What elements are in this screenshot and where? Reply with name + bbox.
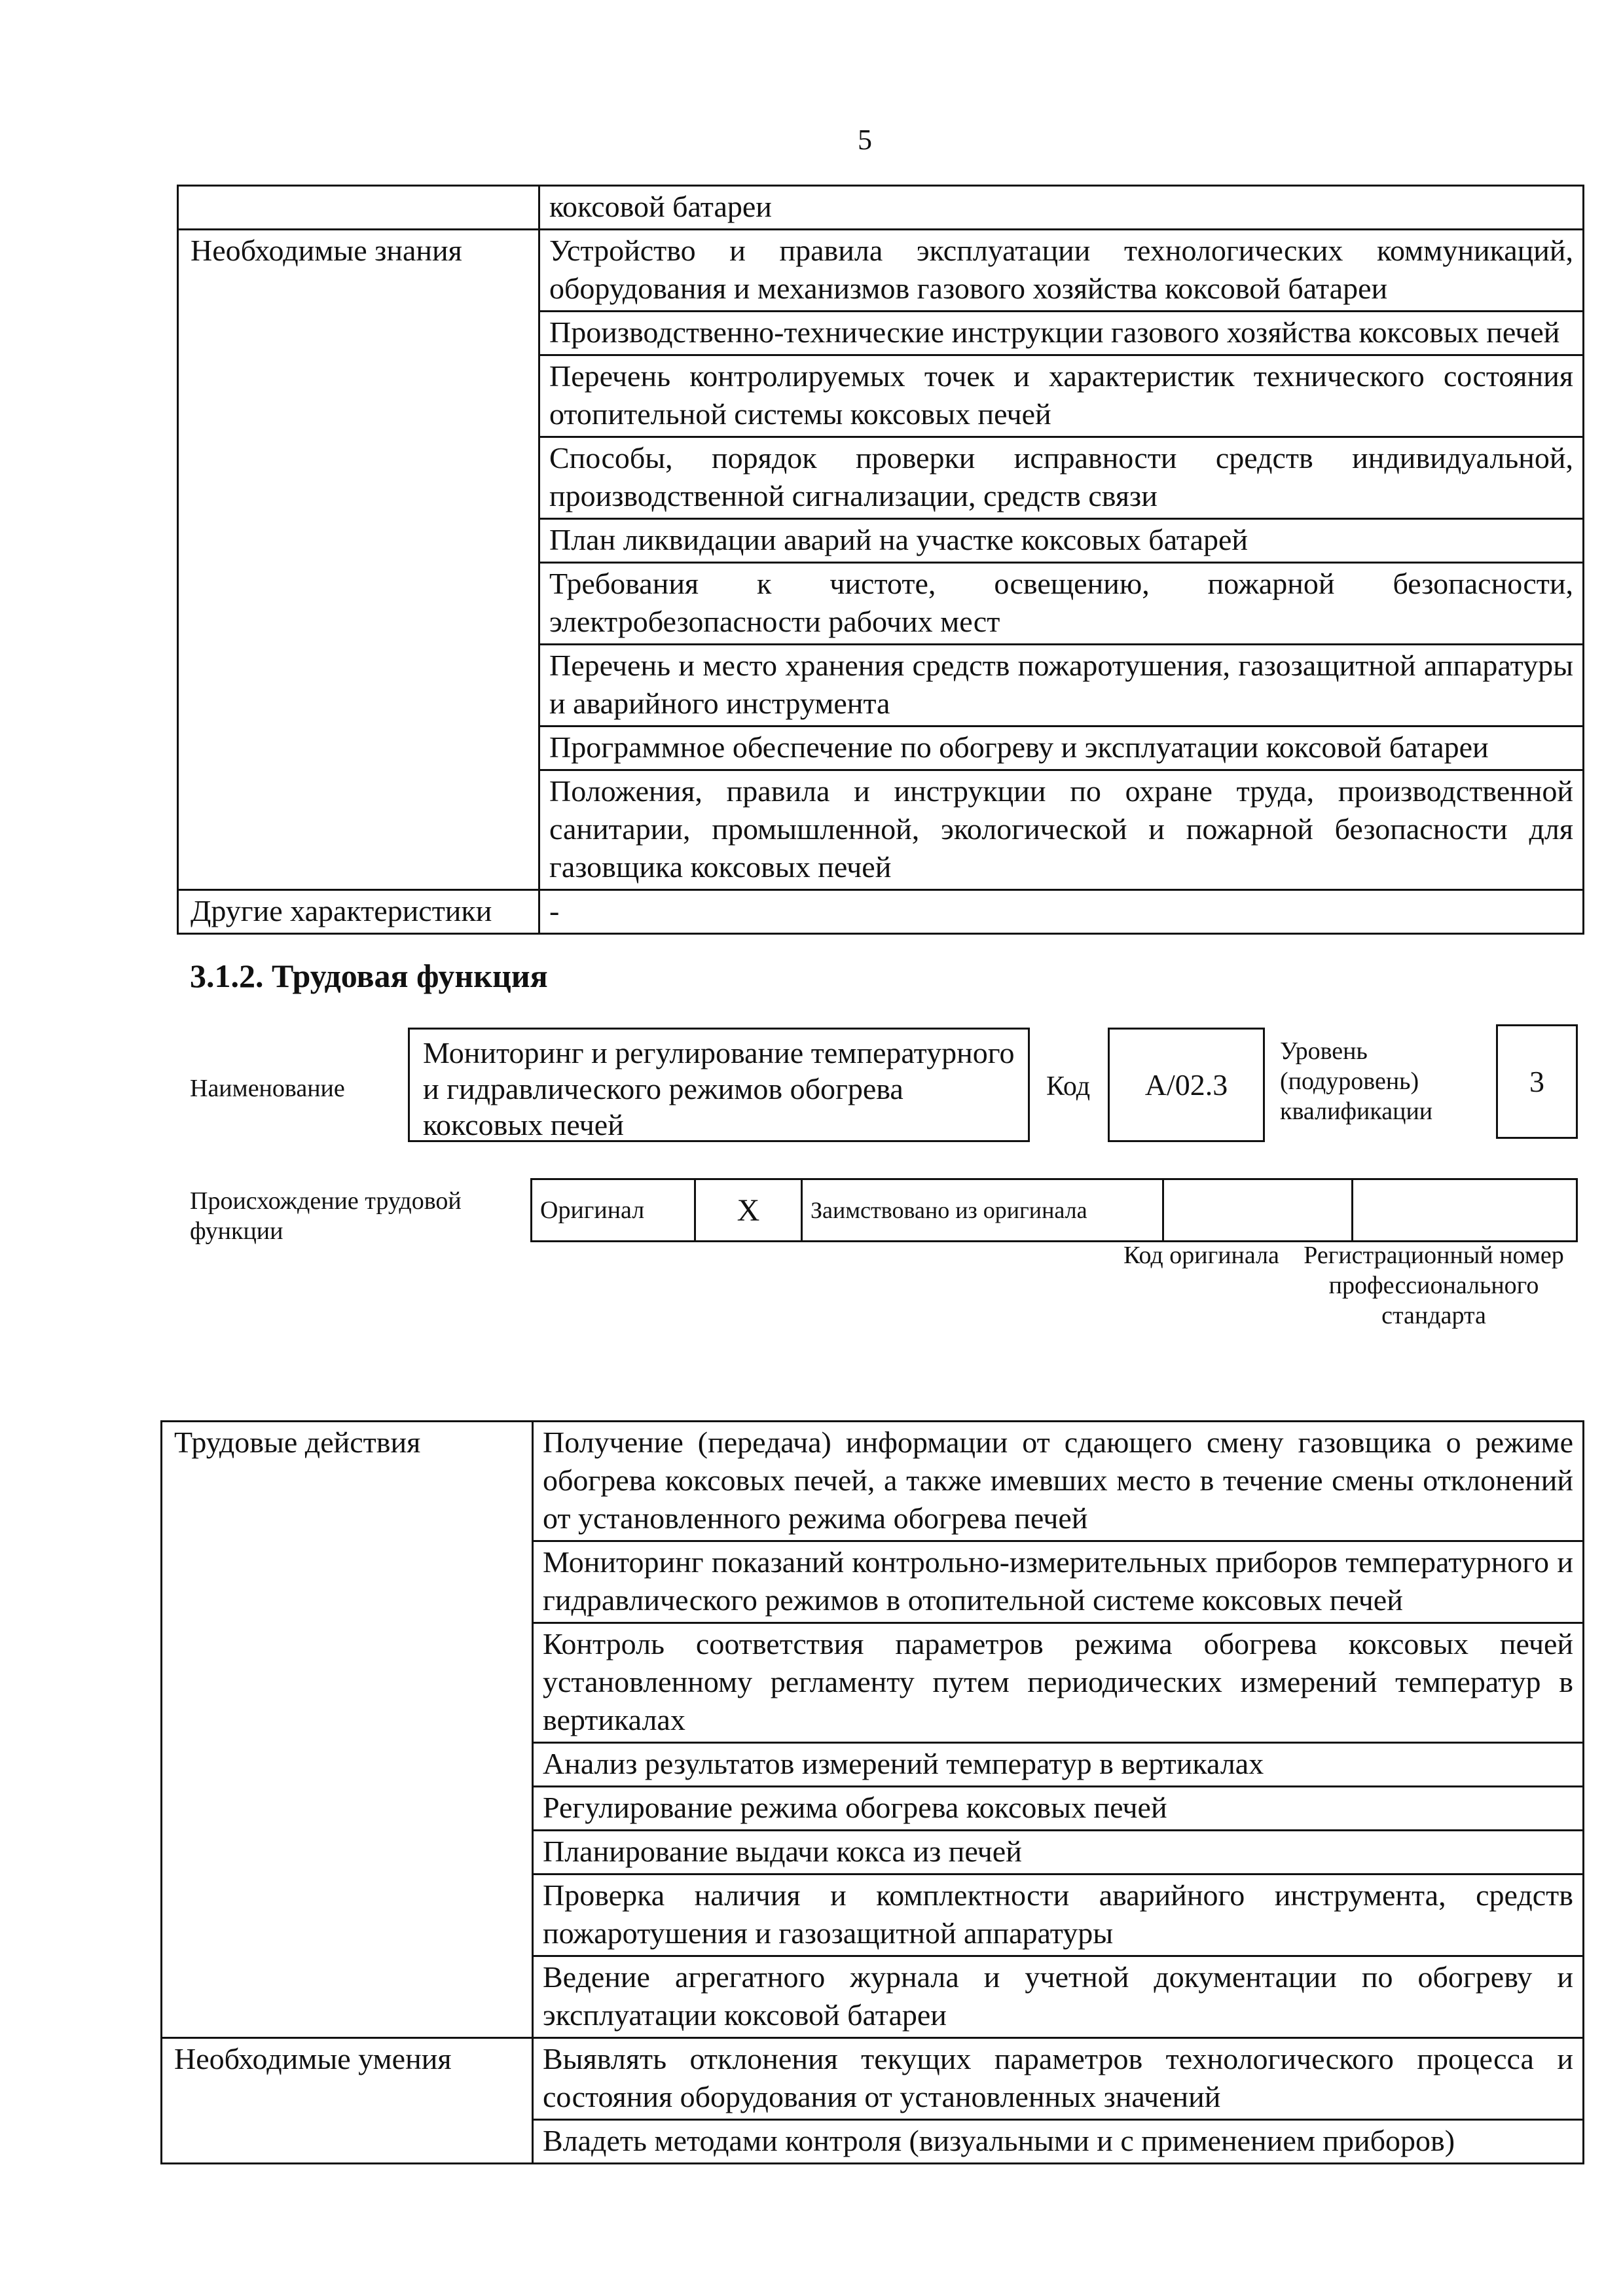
code-original-cell xyxy=(1163,1179,1353,1242)
reg-number-cell xyxy=(1353,1179,1577,1242)
reg-number-caption: Регистрационный номер профессионального стандарта xyxy=(1304,1242,1564,1329)
actions-table xyxy=(160,1420,1584,2164)
table-row xyxy=(178,186,1584,230)
action-text: Получение (передача) информации от сдающего смену газовщика о режиме обогрева коксовых печей, а также имевших место в течение смены отклонений от установленного режима обогрева печей xyxy=(533,1422,1584,1541)
skills-label: Необходимые умения xyxy=(162,2038,533,2164)
row-text: Перечень и место хранения средств пожаротушения, газозащитной аппаратуры и аварийного инструмента xyxy=(539,645,1584,726)
table-row xyxy=(162,2038,1584,2120)
knowledge-label: Необходимые знания xyxy=(178,230,539,890)
actions-label: Трудовые действия xyxy=(162,1422,533,2038)
code-original-caption: Код оригинала xyxy=(1123,1242,1279,1269)
row-text: Требования к чистоте, освещению, пожарной безопасности, электробезопасности рабочих мест xyxy=(539,563,1584,645)
skill-text: Владеть методами контроля (визуальными и с применением приборов) xyxy=(533,2120,1584,2164)
knowledge-table xyxy=(177,185,1584,935)
row-text: Способы, порядок проверки исправности средств индивидуальной, производственной сигнализации, средств связи xyxy=(539,437,1584,519)
row-text: Производственно-технические инструкции газового хозяйства коксовых печей xyxy=(539,312,1584,355)
table-row xyxy=(178,230,1584,312)
borrowed-label: Заимствовано из оригинала xyxy=(802,1179,1163,1242)
function-code-box: А/02.3 xyxy=(1108,1028,1265,1142)
level-label xyxy=(1280,1036,1432,1126)
action-text: Ведение агрегатного журнала и учетной документации по обогреву и эксплуатации коксовой батареи xyxy=(533,1956,1584,2038)
action-text: Анализ результатов измерений температур в вертикалах xyxy=(533,1743,1584,1787)
action-text: Контроль соответствия параметров режима обогрева коксовых печей установленному регламенту путем периодических измерений температур в вертикалах xyxy=(533,1623,1584,1743)
row-text: План ликвидации аварий на участке коксовых батарей xyxy=(539,519,1584,563)
row-label xyxy=(178,186,539,230)
level-label-line: (подуровень) xyxy=(1280,1067,1419,1095)
name-label: Наименование xyxy=(190,1075,345,1102)
row-text: Перечень контролируемых точек и характеристик технического состояния отопительной системы коксовых печей xyxy=(539,355,1584,437)
row-text: Положения, правила и инструкции по охране труда, производственной санитарии, промышленной, экологической и пожарной безопасности для газовщика коксовых печей xyxy=(539,770,1584,890)
skill-text: Выявлять отклонения текущих параметров технологического процесса и состояния оборудования от установленных значений xyxy=(533,2038,1584,2120)
other-label: Другие характеристики xyxy=(178,890,539,934)
row-text: Программное обеспечение по обогреву и эксплуатации коксовой батареи xyxy=(539,726,1584,770)
action-text: Регулирование режима обогрева коксовых печей xyxy=(533,1787,1584,1831)
section-title: 3.1.2. Трудовая функция xyxy=(190,958,548,994)
row-text: Устройство и правила эксплуатации технологических коммуникаций, оборудования и механизмов газового хозяйства коксовой батареи xyxy=(539,230,1584,312)
level-label-line: Уровень xyxy=(1280,1037,1368,1065)
action-text: Планирование выдачи кокса из печей xyxy=(533,1831,1584,1874)
table-row xyxy=(532,1179,1577,1242)
row-text: коксовой батареи xyxy=(539,186,1584,230)
function-name-box: Мониторинг и регулирование температурного и гидравлического режимов обогрева коксовых печей xyxy=(408,1028,1030,1142)
code-label: Код xyxy=(1046,1071,1091,1102)
origin-label: Происхождение трудовой функции xyxy=(190,1187,462,1245)
level-label-line: квалификации xyxy=(1280,1098,1433,1125)
origin-table xyxy=(530,1178,1578,1242)
original-mark: X xyxy=(695,1179,802,1242)
row-text: - xyxy=(539,890,1584,934)
page-number: 5 xyxy=(858,124,872,156)
qualification-level-box: 3 xyxy=(1496,1024,1578,1139)
action-text: Проверка наличия и комплектности аварийного инструмента, средств пожаротушения и газозащитной аппаратуры xyxy=(533,1874,1584,1956)
original-label: Оригинал xyxy=(532,1179,695,1242)
action-text: Мониторинг показаний контрольно-измерительных приборов температурного и гидравлического режимов в отопительной системе коксовых печей xyxy=(533,1541,1584,1623)
table-row xyxy=(162,1422,1584,1541)
table-row xyxy=(178,890,1584,934)
